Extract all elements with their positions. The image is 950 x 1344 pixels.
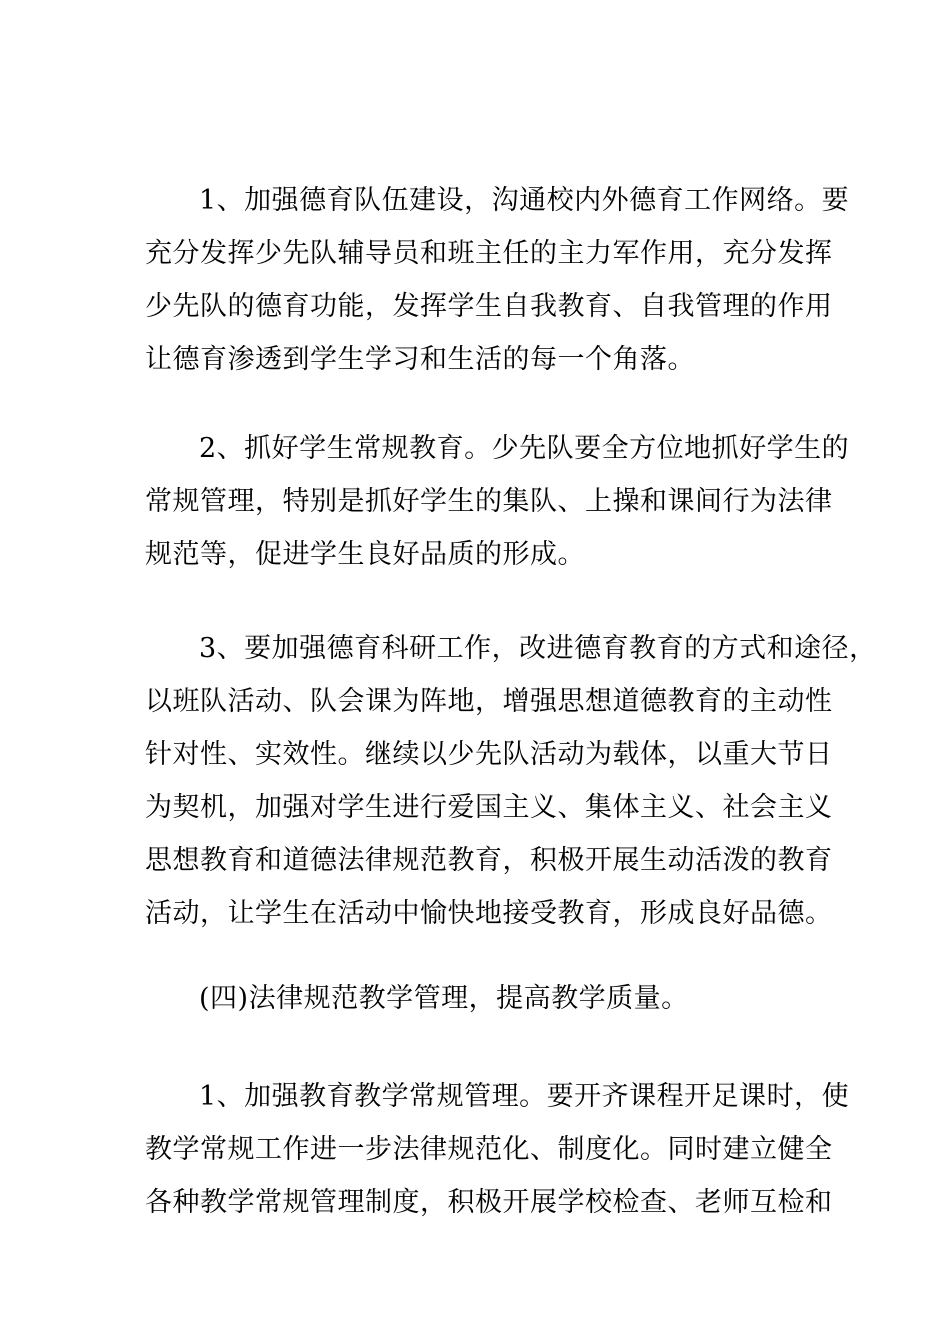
- text-line: 充分发挥少先队辅导员和班主任的主力军作用，充分发挥: [145, 238, 833, 269]
- text-line: 教学常规工作进一步法律规范化、制度化。同时建立健全: [145, 1134, 833, 1165]
- paragraph-2: [145, 422, 850, 581]
- text-line: 为契机，加强对学生进行爱国主义、集体主义、社会主义: [145, 792, 833, 823]
- text-line: (四)法律规范教学管理，提高教学质量。: [199, 983, 689, 1014]
- text-line: 1、加强德育队伍建设，沟通校内外德育工作网络。要: [199, 185, 850, 216]
- text-line: 少先队的德育功能，发挥学生自我教育、自我管理的作用: [145, 291, 833, 322]
- text-line: 3、要加强德育科研工作，改进德育教育的方式和途径，: [199, 633, 877, 664]
- text-line: 让德育渗透到学生学习和生活的每一个角落。: [145, 344, 695, 375]
- text-line: 常规管理，特别是抓好学生的集队、上操和课间行为法律: [145, 486, 833, 517]
- section-heading: [145, 972, 825, 1025]
- text-line: 规范等，促进学生良好品质的形成。: [145, 539, 585, 570]
- text-line: 以班队活动、队会课为阵地，增强思想道德教育的主动性: [145, 686, 833, 717]
- paragraph-1: [145, 174, 850, 386]
- paragraph-3: [145, 622, 877, 940]
- text-line: 1、加强教育教学常规管理。要开齐课程开足课时，使: [199, 1081, 850, 1112]
- text-line: 活动，让学生在活动中愉快地接受教育，形成良好品德。: [145, 898, 833, 929]
- text-line: 2、抓好学生常规教育。少先队要全方位地抓好学生的: [199, 433, 850, 464]
- paragraph-5: [145, 1070, 850, 1229]
- text-line: 各种教学常规管理制度，积极开展学校检查、老师互检和: [145, 1187, 833, 1218]
- text-line: 思想教育和道德法律规范教育，积极开展生动活泼的教育: [145, 845, 833, 876]
- text-line: 针对性、实效性。继续以少先队活动为载体，以重大节日: [145, 739, 833, 770]
